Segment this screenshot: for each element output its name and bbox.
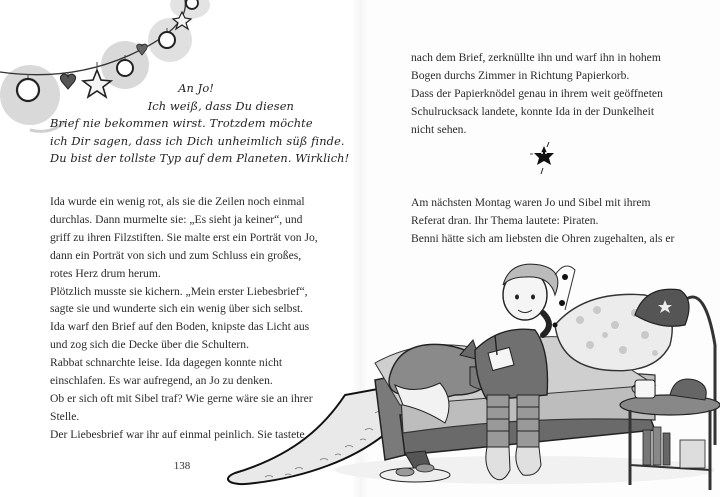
- text-line: Schulrucksack landete, konnte Ida in der Dunkelheit: [411, 104, 655, 118]
- letter-line: An Jo!: [178, 81, 214, 95]
- letter-line: Du bist der tollste Typ auf dem Planeten. Wirklich!: [50, 151, 350, 166]
- letter-line: ich Dir sagen, dass ich Dich unheimlich süß finde.: [50, 133, 345, 148]
- text-line: und zog sich die Decke über die Schultern.: [50, 338, 249, 352]
- text-line: nach dem Brief, zerknüllte ihn und warf ihn in hohem: [411, 51, 661, 64]
- letter-line: Brief nie bekommen wirst. Trotzdem möchte: [50, 116, 313, 131]
- love-letter-text: [50, 80, 350, 168]
- text-line: Rabbat schnarchte leise. Ida dagegen konnte nicht: [50, 356, 283, 370]
- text-line: Dass der Papierknödel genau in ihrem weit geöffneten: [411, 86, 663, 100]
- text-line: Plötzlich musste sie kichern. „Mein erster Liebesbrief“,: [50, 284, 308, 298]
- text-line: griff zu ihren Filzstiften. Sie malte erst ein Porträt von Jo,: [50, 230, 318, 244]
- text-line: Der Liebesbrief war ihr auf einmal peinlich. Sie tastete: [50, 427, 305, 441]
- text-line: durchlas. Dann murmelte sie: „Es sieht ja keiner“, und: [50, 212, 303, 226]
- letter-line: Ich weiß, dass Du diesen: [147, 98, 294, 113]
- text-line: sagte sie und wunderte sich ein wenig über sich selbst.: [50, 302, 304, 316]
- text-line: Am nächsten Montag waren Jo und Sibel mit ihrem: [411, 196, 651, 209]
- text-line: Stelle.: [50, 409, 80, 423]
- text-line: Ob er sich oft mit Sibel traf? Wie gerne wäre sie an ihrer: [50, 391, 313, 405]
- page-number: 138: [173, 460, 191, 472]
- right-page-body-text-section-1: [411, 49, 691, 139]
- text-line: Ida warf den Brief auf den Boden, knipste das Licht aus: [50, 320, 310, 334]
- text-line: Referat dran. Ihr Thema lautete: Piraten.: [411, 213, 599, 227]
- text-line: Benni hätte sich am liebsten die Ohren zugehalten, als er: [411, 231, 675, 245]
- text-line: rotes Herz drum herum.: [50, 266, 161, 280]
- text-line: nicht sehen.: [411, 122, 467, 136]
- star-icon: [530, 140, 560, 176]
- text-line: Ida wurde ein wenig rot, als sie die Zeilen noch einmal: [50, 195, 305, 208]
- right-page-body-text-section-2: [411, 194, 691, 248]
- text-line: einschlafen. Es war aufregend, an Jo zu denken.: [50, 374, 273, 388]
- text-line: Bogen durchs Zimmer in Richtung Papierkorb.: [411, 68, 630, 82]
- text-line: dann ein Porträt von sich und zum Schluss ein großes,: [50, 248, 302, 262]
- girl-on-bed-with-dog-illustration: [225, 255, 720, 497]
